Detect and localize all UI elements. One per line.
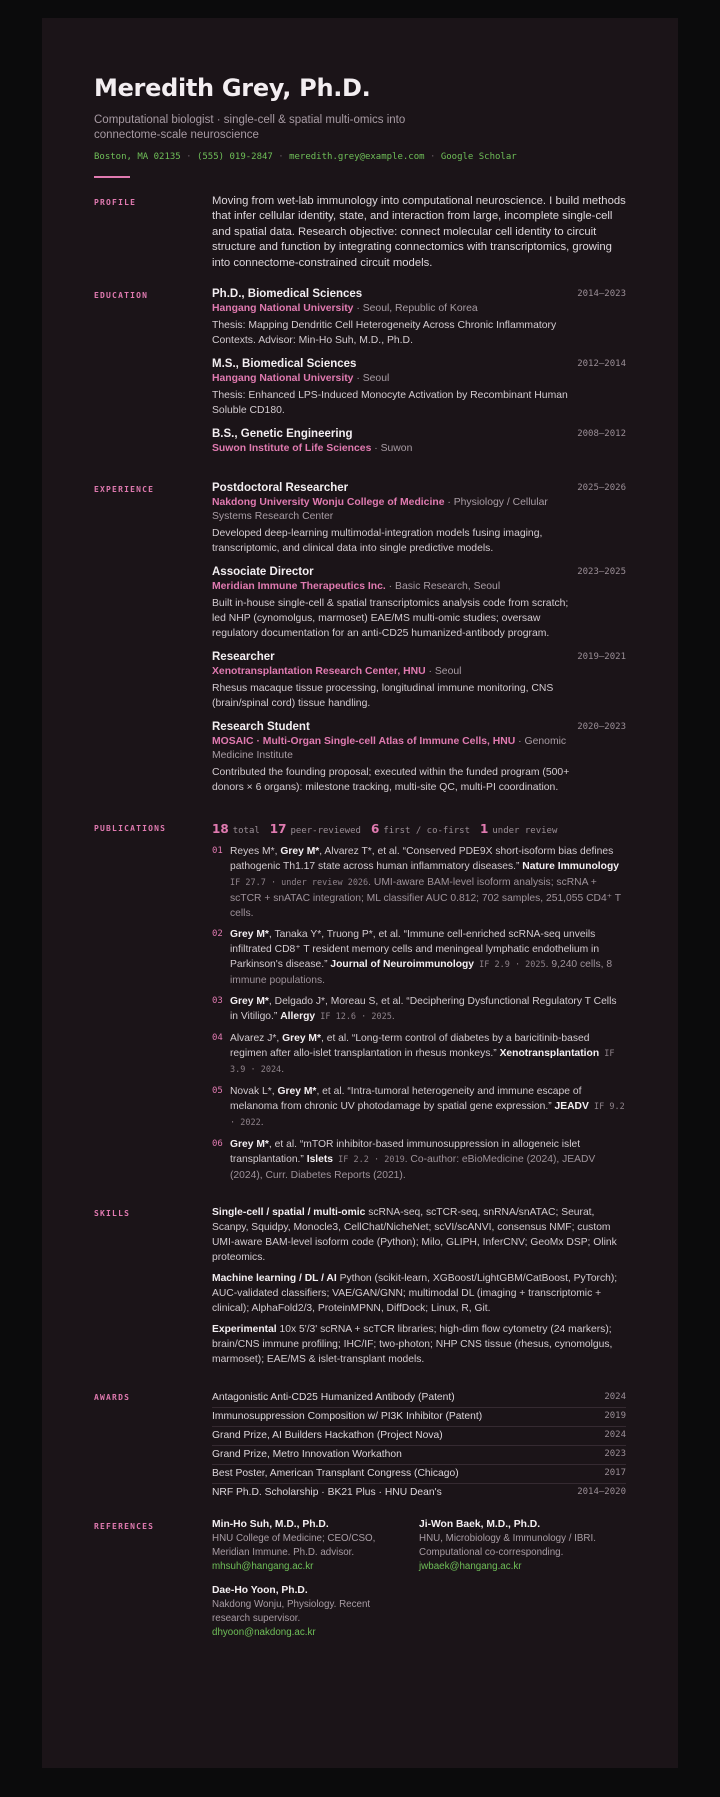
entry-org-line [212,665,572,679]
publication-text [230,1031,626,1078]
award-year: 2014–2020 [577,1487,626,1498]
stat-group [370,822,471,837]
reference-name: Ji-Won Baek, M.D., Ph.D. [419,1519,541,1531]
contact-location: Boston, MA 02135 [94,152,181,162]
pub-note: . [391,1011,395,1023]
entry-date: 2025–2026 [577,483,626,494]
pub-author-self: Grey M* [230,996,269,1008]
pub-note: . Co-author: eBioMedicine (2024), JEADV (2024), Curr. Diabetes Reports (2021). [230,1154,596,1182]
pub-authors-pre: Novak L*, [230,1086,278,1098]
stat-group [269,822,361,837]
publication-item [212,844,626,921]
publication-number: 02 [212,929,223,940]
entry-date: 2012–2014 [577,359,626,370]
experience-entry [212,720,626,795]
pub-title: , et al. “mTOR inhibitor-based immunosuppression in allogeneic islet transplantation.” [230,1139,581,1166]
entry-description: Rhesus macaque tissue processing, longitudinal immune monitoring, CNS (brain/spinal cord) tissue handling. [212,683,554,710]
skill-text: 10x 5'/3' scRNA + scTCR libraries; high-dim flow cytometry (24 markers); brain/CNS immune profiling; IHC/IF; two-photon; NHP CNS tissue (rhesus, cynomolgus, marmoset); EAE/MS & islet-transplant models. [212,1324,613,1366]
tagline: Computational biologist · single-cell & spatial multi-omics into connectome-scale neuroscience [94,114,406,141]
awards-section [94,1389,626,1502]
skill-text: scRNA-seq, scTCR-seq, snRNA/snATAC; Seurat, Scanpy, Squidpy, Monocle3, CellChat/NicheNet; scVI/scANVI, consensus NMF; custom UMI-aware BAM-level isoform code (Python); Milo, GLIPH, InferCNV; GeoMx DSP; Olink proteomics. [212,1207,617,1264]
contact-scholar-link[interactable]: Google Scholar [440,152,517,162]
pub-author-self: Grey M* [282,1033,321,1045]
publication-stats [212,820,626,836]
contact-line: Boston, MA 02135 · (555) 019-2847 · meredith.grey@example.com · Google Scholar [94,152,517,162]
publication-item [212,1084,626,1131]
publication-number: 04 [212,1033,223,1044]
pub-note: . [260,1117,264,1129]
entry-main [212,287,572,348]
award-row [212,1446,626,1465]
accent-rule [94,176,130,178]
pub-note: . [281,1064,285,1076]
entry-title: Associate Director [212,566,314,579]
experience-entry [212,565,626,641]
entry-description: Thesis: Enhanced LPS-Induced Monocyte Activation by Recombinant Human Soluble CD180. [212,390,568,417]
pub-journal: Nature Immunology [522,861,619,873]
section-label: PUBLICATIONS [94,824,167,834]
skill-heading: Single-cell / spatial / multi-omic [212,1207,366,1219]
entry-main [212,427,572,456]
award-name: Grand Prize, Metro Innovation Workathon [212,1449,402,1461]
award-name: Grand Prize, AI Builders Hackathon (Project Nova) [212,1430,443,1442]
entry-description: Thesis: Mapping Dendritic Cell Heterogeneity Across Chronic Inflammatory Contexts. Advisor: Min-Ho Suh, M.D., Ph.D. [212,320,557,347]
pub-journal: Allergy [280,1011,316,1023]
stat-label: peer-reviewed [290,826,361,837]
skill-heading: Experimental [212,1324,277,1336]
publication-number: 03 [212,996,223,1007]
entry-org-line [212,442,572,456]
pub-meta: IF 12.6 · 2025 [315,1012,392,1023]
entry-title: M.S., Biomedical Sciences [212,358,357,371]
pub-journal: Xenotransplantation [499,1048,600,1060]
publication-number: 05 [212,1086,223,1097]
publication-item [212,927,626,988]
pub-meta: IF 9.2 · 2022 [230,1102,625,1129]
publication-item [212,1137,626,1183]
pub-note: . 9,240 cells, 8 immune populations. [230,959,613,987]
entry-location: · Seoul, Republic of Korea [353,303,478,315]
entry-date: 2008–2012 [577,429,626,440]
entry-date: 2023–2025 [577,567,626,578]
entry-organization: MOSAIC · Multi-Organ Single-cell Atlas of Immune Cells, HNU [212,736,516,748]
entry-location: · Suwon [371,443,413,455]
entry-description: Developed deep-learning multimodal-integration models fusing imaging, transcriptomic, and clinical data into single predictive models. [212,528,543,555]
reference-description: HNU, Microbiology & Immunology / IBRI. Computational co-corresponding. [419,1533,596,1559]
entry-organization: Meridian Immune Therapeutics Inc. [212,581,386,593]
reference-name: Dae-Ho Yoon, Ph.D. [212,1585,308,1597]
stat-number: 18 [212,822,229,837]
entry-location: · Seoul [425,666,462,678]
award-year: 2017 [604,1468,626,1479]
pub-meta: IF 2.2 · 2019 [333,1155,405,1166]
reference-description: HNU College of Medicine; CEO/CSO, Meridian Immune. Ph.D. advisor. [212,1533,376,1559]
section-label: EDUCATION [94,291,149,301]
stat-label: total [232,826,260,837]
section-label: AWARDS [94,1393,131,1403]
award-year: 2024 [604,1430,626,1441]
entry-title: Research Student [212,721,310,734]
entry-main [212,481,572,556]
pub-title: , Delgado J*, Moreau S, et al. “Deciphering Dysfunctional Regulatory T Cells in Vitiligo.” [230,996,617,1023]
publication-text [230,844,626,921]
skill-heading: Machine learning / DL / AI [212,1273,337,1285]
publication-text [230,927,626,988]
entry-description: Built in-house single-cell & spatial transcriptomics analysis code from scratch; led NHP (cynomolgus, marmoset) EAE/MS multi-omic studies; oversaw regulatory documentation for an anti-CD25 humanized-antibody program. [212,598,569,640]
pub-title: , Tanaka Y*, Truong P*, et al. “Immune cell-enriched scRNA-seq unveils infiltrated CD8⁺ T resident memory cells and meningeal lymphatic endothelium in Parkinson's disease.” [230,929,600,971]
pub-title: , Alvarez T*, et al. “Conserved PDE9X short-isoform bias defines pathogenic Th1.17 state across human inflammatory diseases.” [230,846,614,873]
award-name: Antagonistic Anti-CD25 Humanized Antibody (Patent) [212,1392,455,1404]
entry-org-line [212,496,572,524]
pub-authors-pre: Alvarez J*, [230,1033,283,1045]
education-section [94,287,626,465]
profile-text: Moving from wet-lab immunology into computational neuroscience. I build methods that infer cellular identity, state, and interaction from large, incomplete single-cell and spatial data. Research objective: connect molecular cell identity to circuit structure and function by integrating connectomics with transcriptomics, growing into connectome-constrained circuit models. [212,195,626,269]
entry-organization: Xenotransplantation Research Center, HNU [212,666,426,678]
education-entry [212,427,626,456]
entry-main [212,650,572,711]
entry-org-line [212,372,572,386]
stat-number: 1 [480,822,489,837]
reference-card [419,1518,626,1574]
award-row [212,1484,626,1502]
publication-item [212,994,626,1025]
skill-group [212,1205,626,1265]
reference-name: Min-Ho Suh, M.D., Ph.D. [212,1519,329,1531]
entry-main [212,720,572,795]
award-name: Best Poster, American Transplant Congress (Chicago) [212,1468,459,1480]
entry-organization: Suwon Institute of Life Sciences [212,443,372,455]
award-row [212,1389,626,1408]
entry-main [212,565,572,641]
stat-label: first / co-first [383,826,471,837]
section-label: EXPERIENCE [94,485,155,495]
publication-item [212,1031,626,1078]
skill-group [212,1271,626,1316]
pub-journal: Islets [306,1154,334,1166]
stat-label: under review [492,826,558,837]
pub-author-self: Grey M* [230,929,269,941]
publication-text [230,1084,626,1131]
entry-title: Ph.D., Biomedical Sciences [212,288,363,301]
entry-title: Researcher [212,651,275,664]
section-label: PROFILE [94,198,137,207]
resume-page [42,18,678,1768]
entry-main [212,357,572,418]
candidate-name: Meredith Grey, Ph.D. [94,74,371,102]
profile-section [94,194,626,271]
reference-description: Nakdong Wonju, Physiology. Recent research supervisor. [212,1599,371,1625]
stat-group [212,822,260,837]
entry-org-line [212,735,572,763]
stat-number: 6 [370,822,380,837]
references-section [94,1518,626,1650]
reference-email[interactable]: jwbaek@hangang.ac.kr [419,1561,522,1573]
contact-phone[interactable]: (555) 019-2847 [196,152,273,162]
entry-title: Postdoctoral Researcher [212,482,349,495]
pub-note: . UMI-aware BAM-level isoform analysis; scRNA + scTCR + snATAC integration; ML classifier AUC 0.812; 702 samples, 251,055 CD4⁺ T cells. [230,877,621,920]
pub-meta: IF 27.7 · under review 2026 [230,878,369,889]
pub-meta: IF 3.9 · 2024 [230,1049,615,1076]
reference-email[interactable]: mhsuh@hangang.ac.kr [212,1561,314,1573]
pub-meta: IF 2.9 · 2025 [474,960,546,971]
skills-section [94,1205,626,1373]
experience-entry [212,650,626,711]
entry-date: 2019–2021 [577,652,626,663]
entry-location: · Seoul [353,373,390,385]
entry-organization: Nakdong University Wonju College of Medicine [212,497,445,509]
entry-description: Contributed the founding proposal; executed within the funded program (500+ donors × 6 organs): milestone tracking, multi-site QC, multi-PI coordination. [212,767,570,794]
pub-title: , et al. “Intra-tumoral heterogeneity and immune escape of melanoma from chronic UV photodamage by spatial gene expression.” [230,1086,582,1113]
publication-text [230,1137,626,1183]
entry-title: B.S., Genetic Engineering [212,428,353,441]
entry-location: · Basic Research, Seoul [385,581,501,593]
entry-org-line [212,302,572,316]
entry-organization: Hangang National University [212,373,354,385]
pub-title: , et al. “Long-term control of diabetes by a baricitinib-based regimen after allo-islet transplantation in rhesus monkeys.” [230,1033,590,1060]
award-year: 2019 [604,1411,626,1422]
award-name: Immunosuppression Composition w/ PI3K Inhibitor (Patent) [212,1411,483,1423]
publication-number: 06 [212,1139,223,1150]
entry-date: 2014–2023 [577,289,626,300]
stat-number: 17 [269,822,287,837]
experience-section [94,481,626,804]
reference-email[interactable]: dhyoon@nakdong.ac.kr [212,1627,316,1639]
education-entry [212,287,626,348]
section-label: REFERENCES [94,1522,155,1532]
section-label: SKILLS [94,1209,131,1219]
publications-section [94,820,626,1189]
contact-email[interactable]: meredith.grey@example.com [289,152,425,162]
experience-entry [212,481,626,556]
entry-location: · Physiology / Cellular Systems Research Center [212,497,548,523]
pub-authors-pre: Reyes M*, [230,846,281,858]
award-name: NRF Ph.D. Scholarship · BK21 Plus · HNU Dean's [212,1487,442,1499]
pub-author-self: Grey M* [277,1086,317,1098]
award-row [212,1465,626,1484]
skill-group [212,1322,626,1367]
stat-group [480,822,558,837]
pub-author-self: Grey M* [280,846,320,858]
entry-organization: Hangang National University [212,303,354,315]
pub-author-self: Grey M* [230,1139,269,1151]
pub-journal: JEADV [554,1101,589,1113]
entry-org-line [212,580,572,594]
reference-card [212,1518,419,1574]
award-year: 2024 [604,1392,626,1403]
award-row [212,1408,626,1427]
award-year: 2023 [604,1449,626,1460]
education-entry [212,357,626,418]
entry-location: · Genomic Medicine Institute [212,736,567,762]
entry-date: 2020–2023 [577,722,626,733]
publication-number: 01 [212,846,223,857]
reference-card [212,1584,419,1640]
pub-journal: Journal of Neuroimmunology [330,959,474,971]
skill-text: Python (scikit-learn, XGBoost/LightGBM/CatBoost, PyTorch); AUC-validated classifiers; VAE/GAN/GNN; multimodal DL (imaging + transcriptomic + clinical); AlphaFold2/3, ProteinMPNN, DiffDock; Linux, R, Git. [212,1273,618,1315]
publication-text [230,994,626,1025]
award-row [212,1427,626,1446]
